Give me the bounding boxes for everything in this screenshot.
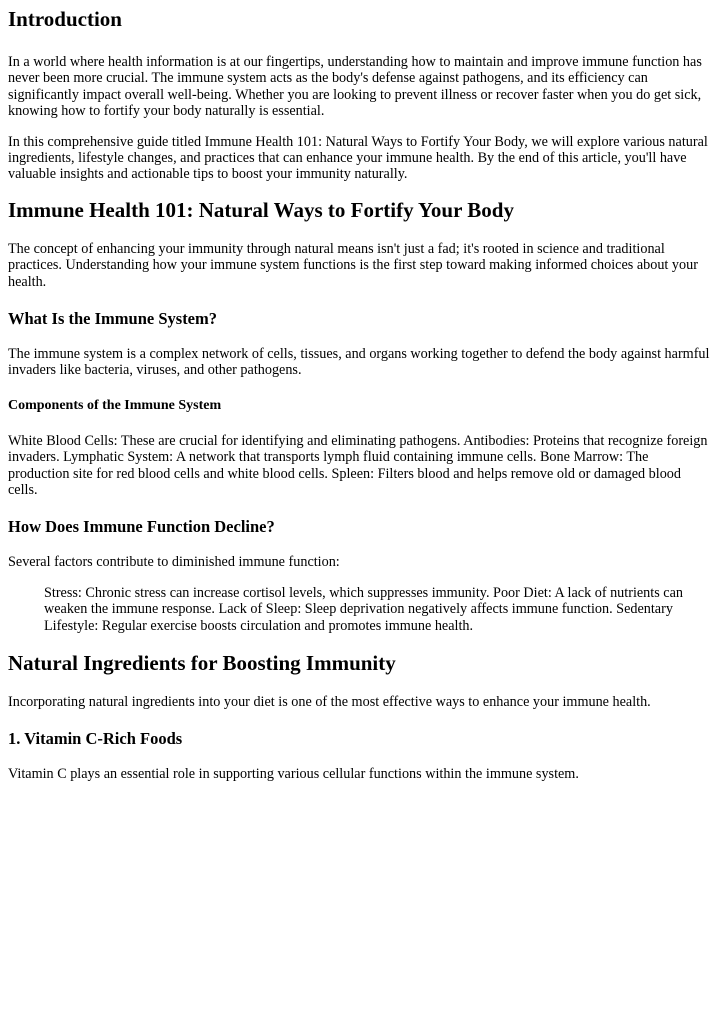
section1-paragraph: The concept of enhancing your immunity through natural means isn't just a fad; it's rooted in science and traditional practices. Understanding how your immune system functions is the first step toward making informed choices about your health. [8,240,698,290]
subheading-vitamin-c: 1. Vitamin C-Rich Foods [8,728,183,748]
decline-paragraph: Several factors contribute to diminished immune function: [8,553,340,570]
article [0,6,720,782]
intro-paragraph-2: In this comprehensive guide titled Immune Health 101: Natural Ways to Fortify Your Body, we will explore various natural ingredients, lifestyle changes, and practices that can enhance your immune health. By the end of this article, you'll have valuable insights and actionable tips to boost your immunity naturally. [8,133,708,183]
vitamin-c-paragraph: Vitamin C plays an essential role in supporting various cellular functions within the immune system. [8,765,579,782]
subheading-components: Components of the Immune System [8,397,222,413]
section-heading-natural-ingredients: Natural Ingredients for Boosting Immunity [8,651,396,676]
intro-paragraph-1: In a world where health information is at our fingertips, understanding how to maintain and improve immune function has never been more crucial. The immune system acts as the body's defense against pathogens, and its efficiency can significantly impact overall well-being. Whether you are looking to prevent illness or recover faster when you do get sick, knowing how to fortify your body naturally is essential. [8,54,702,120]
what-is-paragraph: The immune system is a complex network of cells, tissues, and organs working together to defend the body against harmful invaders like bacteria, viruses, and other pathogens. [8,346,710,379]
subheading-immune-decline: How Does Immune Function Decline? [8,516,275,536]
section-heading-immune-health-101: Immune Health 101: Natural Ways to Fortify Your Body [8,197,514,222]
intro-heading: Introduction [8,7,122,31]
section2-paragraph: Incorporating natural ingredients into your diet is one of the most effective ways to enhance your immune health. [8,694,651,711]
components-paragraph: White Blood Cells: These are crucial for identifying and eliminating pathogens. Antibodies: Proteins that recognize foreign invaders. Lymphatic System: A network that transports lymph fluid containing immune cells. Bone Marrow: The production site for red blood cells and white blood cells. Spleen: Filters blood and helps remove old or damaged blood cells. [8,432,708,499]
decline-factors-quote: Stress: Chronic stress can increase cortisol levels, which suppresses immunity. Poor Diet: A lack of nutrients can weaken the immune response. Lack of Sleep: Sleep deprivation negatively affects immune function. Sedentary Lifestyle: Regular exercise boosts circulation and promotes immune health. [44,584,683,634]
subheading-what-is-immune-system: What Is the Immune System? [8,309,218,329]
